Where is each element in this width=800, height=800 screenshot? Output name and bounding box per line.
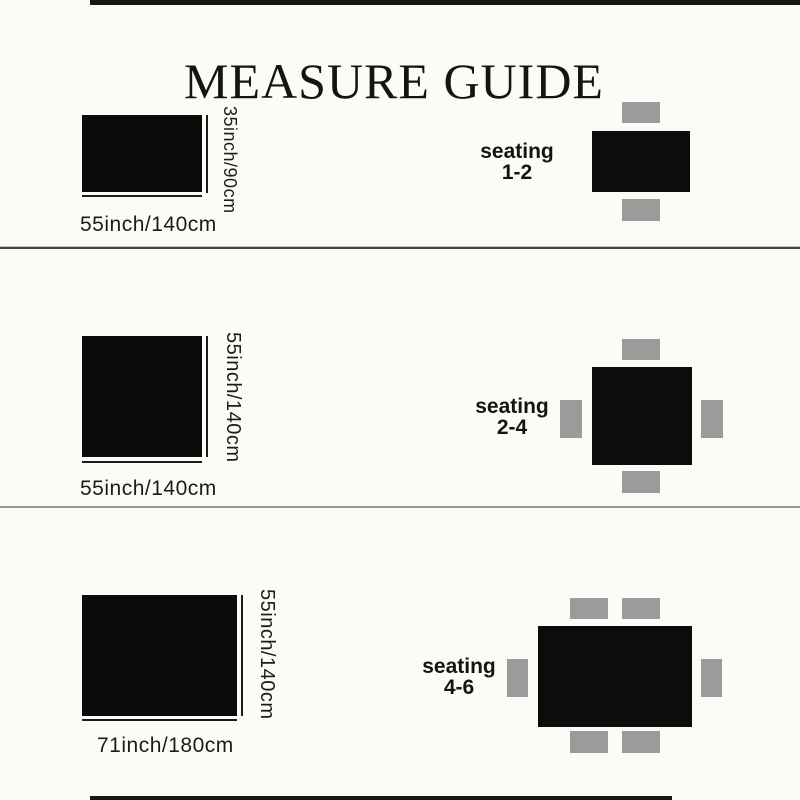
chair	[701, 400, 723, 438]
height-label-2: 55inch/140cm	[222, 332, 244, 463]
bottom-crop-bar	[90, 796, 672, 800]
seating-word-1: seating	[480, 140, 554, 163]
seating-label-3	[422, 656, 496, 698]
chair	[507, 659, 528, 697]
height-dimension-line-2	[206, 336, 208, 457]
width-label-1: 55inch/140cm	[80, 213, 217, 236]
seating-word-3: seating	[422, 655, 496, 678]
top-crop-bar	[90, 0, 800, 5]
chair	[622, 339, 660, 360]
width-dimension-line-3	[82, 719, 237, 721]
chair	[622, 731, 660, 753]
height-label-3: 55inch/140cm	[256, 589, 278, 720]
width-dimension-line-2	[82, 461, 202, 463]
seating-label-2	[475, 396, 549, 438]
width-label-3: 71inch/180cm	[97, 734, 234, 757]
seating-label-1	[480, 141, 554, 183]
seating-range-3: 4-6	[443, 676, 475, 699]
section-divider-1	[0, 246, 800, 249]
chair	[701, 659, 722, 697]
seating-word-2: seating	[475, 395, 549, 418]
section-divider-2	[0, 506, 800, 508]
chair	[622, 199, 660, 221]
table-top-3	[538, 626, 692, 727]
chair	[570, 731, 608, 753]
width-dimension-line-1	[82, 195, 202, 197]
chair	[622, 598, 660, 619]
tablecloth-swatch-3	[82, 595, 237, 716]
chair	[560, 400, 582, 438]
tablecloth-swatch-1	[82, 115, 202, 192]
width-label-2: 55inch/140cm	[80, 477, 217, 500]
seating-range-2: 2-4	[496, 416, 528, 439]
tablecloth-swatch-2	[82, 336, 202, 457]
table-top-1	[592, 131, 690, 192]
seating-range-1: 1-2	[501, 161, 533, 184]
table-top-2	[592, 367, 692, 465]
height-dimension-line-1	[206, 115, 208, 193]
chair	[622, 102, 660, 123]
chair	[570, 598, 608, 619]
page-title: MEASURE GUIDE	[184, 52, 604, 109]
height-dimension-line-3	[241, 595, 243, 716]
chair	[622, 471, 660, 493]
height-label-1: 35inch/90cm	[220, 106, 240, 214]
